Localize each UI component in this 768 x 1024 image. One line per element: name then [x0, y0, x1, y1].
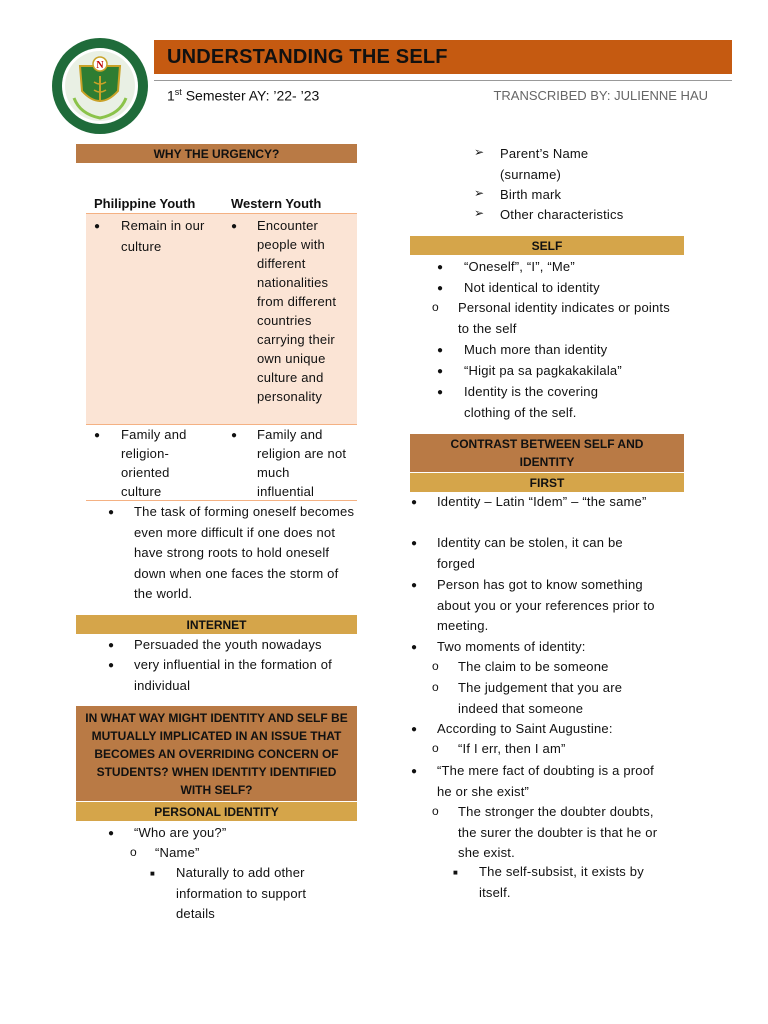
bullet: ● — [108, 660, 115, 671]
bullet: ● — [231, 430, 238, 441]
list-item: The judgement that you are indeed that someone — [458, 680, 623, 716]
circle-bullet: o — [432, 300, 439, 314]
list-item: very influential in the formation of individual — [134, 657, 332, 693]
list-item: Birth mark — [500, 187, 562, 202]
list-item: The self-subsist, it exists by itself. — [479, 864, 644, 900]
list-item: “Name” — [155, 845, 200, 860]
table-cell: Encounter people with different nationalities from different countries carrying their own unique culture and personality — [257, 218, 337, 404]
bullet: ● — [94, 221, 101, 232]
list-item: Much more than identity — [464, 342, 608, 357]
section-heading-urgency: WHY THE URGENCY? — [76, 144, 357, 163]
list-item: The claim to be someone — [458, 659, 609, 674]
bullet: ● — [411, 538, 418, 549]
list-item: Identity is the covering clothing of the self. — [464, 384, 599, 420]
bullet: ● — [437, 387, 444, 398]
list-item: “If I err, then I am” — [458, 741, 566, 756]
section-heading-contrast: CONTRAST BETWEEN SELF AND IDENTITY — [410, 434, 684, 472]
section-heading-question: IN WHAT WAY MIGHT IDENTITY AND SELF BE MUTUALLY IMPLICATED IN AN ISSUE THAT BECOMES AN OVERRIDING CONCERN OF STUDENTS? WHEN IDENTITY IDENTIFIED WITH SELF? — [76, 706, 357, 801]
list-item: Personal identity indicates or points to the self — [458, 300, 670, 336]
section-heading-self: SELF — [410, 236, 684, 255]
circle-bullet: o — [432, 804, 439, 818]
list-item: Identity – Latin “Idem” – “the same” — [437, 494, 647, 509]
title-rule — [154, 80, 732, 81]
bullet: ● — [437, 345, 444, 356]
bullet: ● — [231, 221, 238, 232]
transcriber: TRANSCRIBED BY: JULIENNE HAU — [493, 88, 708, 103]
circle-bullet: o — [432, 659, 439, 673]
list-item: Not identical to identity — [464, 280, 600, 295]
list-item: Persuaded the youth nowadays — [134, 637, 322, 652]
arrow-bullet: ➢ — [474, 145, 485, 159]
list-item: Other characteristics — [500, 207, 624, 222]
list-item: “Who are you?” — [134, 825, 227, 840]
list-item: The stronger the doubter doubts, the surer the doubter is that he or she exist. — [458, 804, 658, 860]
list-item: “Oneself”, “I”, “Me” — [464, 259, 575, 274]
list-item: Naturally to add other information to support details — [176, 865, 307, 921]
table-header-western: Western Youth — [231, 196, 322, 211]
table-cell: Family and religion-oriented culture — [121, 427, 187, 499]
list-item: According to Saint Augustine: — [437, 721, 613, 736]
bullet: ● — [411, 642, 418, 653]
section-heading-personal-identity: PERSONAL IDENTITY — [76, 802, 357, 821]
list-item: Parent’s Name (surname) — [500, 146, 589, 182]
bullet: ● — [108, 828, 115, 839]
bullet: ● — [437, 366, 444, 377]
semester-suffix: st — [174, 87, 182, 97]
bullet: ● — [437, 283, 444, 294]
bullet: ● — [108, 507, 115, 518]
semester-line — [167, 87, 319, 104]
square-bullet: ■ — [150, 869, 155, 878]
semester-text: Semester AY: ’22- ’23 — [181, 87, 320, 104]
logo-letter: N — [96, 60, 104, 71]
square-bullet: ■ — [453, 868, 458, 877]
circle-bullet: o — [130, 845, 137, 859]
circle-bullet: o — [432, 741, 439, 755]
list-item: “The mere fact of doubting is a proof he or she exist” — [437, 763, 654, 799]
table-cell: Remain in our culture — [121, 218, 205, 254]
bullet: ● — [94, 430, 101, 441]
arrow-bullet: ➢ — [474, 186, 485, 200]
semester-number: 1 — [167, 87, 175, 104]
page-title: UNDERSTANDING THE SELF — [167, 46, 448, 68]
table-cell: Family and religion are not much influential — [257, 427, 347, 499]
bullet: ● — [411, 580, 418, 591]
bullet: ● — [411, 766, 418, 777]
table-header-philippine: Philippine Youth — [94, 196, 196, 211]
bullet: ● — [437, 262, 444, 273]
section-heading-internet: INTERNET — [76, 615, 357, 634]
college-of-nursing-logo — [50, 36, 150, 136]
circle-bullet: o — [432, 680, 439, 694]
list-item: “Higit pa sa pagkakakilala” — [464, 363, 622, 378]
bullet: ● — [108, 640, 115, 651]
section-heading-first: FIRST — [410, 473, 684, 492]
list-item: Person has got to know something about you or your references prior to meeting. — [437, 577, 655, 633]
bullet: ● — [411, 724, 418, 735]
bullet: ● — [411, 497, 418, 508]
arrow-bullet: ➢ — [474, 206, 485, 220]
urgency-note: The task of forming oneself becomes even more difficult if one does not have strong roots to hold oneself down when one faces the storm of the world. — [134, 504, 355, 601]
list-item: Two moments of identity: — [437, 639, 586, 654]
list-item: Identity can be stolen, it can be forged — [437, 535, 623, 571]
